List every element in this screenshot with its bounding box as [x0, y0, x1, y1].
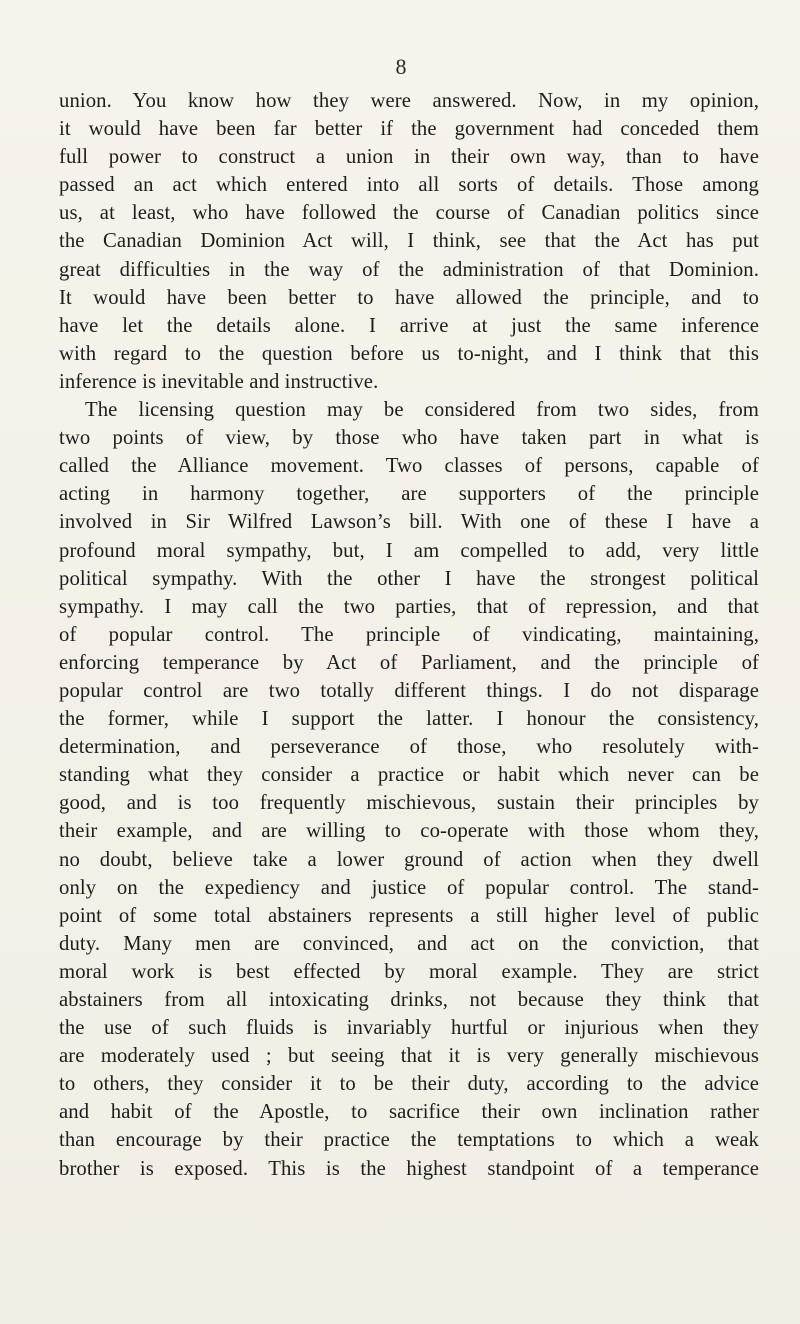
text-line: brother is exposed. This is the highest standpoint of a temperance [59, 1157, 759, 1180]
text-line: good, and is too frequently mischievous, sustain their principles by [59, 792, 759, 815]
text-line: it would have been far better if the government had conceded them [59, 118, 759, 141]
text-line: moral work is best effected by moral example. They are strict [59, 960, 759, 983]
text-line: two points of view, by those who have taken part in what is [59, 427, 759, 450]
text-line: no doubt, believe take a lower ground of action when they dwell [59, 848, 759, 871]
text-line: determination, and perseverance of those, who resolutely with- [59, 736, 759, 759]
page-number: 8 [395, 54, 407, 79]
text-line: and habit of the Apostle, to sacrifice their own inclination rather [59, 1101, 759, 1124]
text-line: the former, while I support the latter. I honour the consistency, [59, 708, 759, 731]
text-line: with regard to the question before us to-night, and I think that this [59, 342, 759, 365]
text-line: full power to construct a union in their own way, than to have [59, 146, 759, 169]
text-line: political sympathy. With the other I have the strongest political [59, 567, 759, 590]
text-line: are moderately used ; but seeing that it is very generally mischievous [59, 1045, 759, 1068]
text-line: acting in harmony together, are supporters of the principle [59, 483, 759, 506]
text-line: enforcing temperance by Act of Parliament, and the principle of [59, 651, 759, 674]
text-line: union. You know how they were answered. Now, in my opinion, [59, 90, 759, 112]
text-line: than encourage by their practice the temptations to which a weak [59, 1129, 759, 1152]
paragraph-start-line: The licensing question may be considered from two sides, from [85, 399, 759, 422]
text-line: the Canadian Dominion Act will, I think, see that the Act has put [59, 230, 759, 253]
text-line: only on the expediency and justice of popular control. The stand- [59, 876, 759, 899]
text-line: the use of such fluids is invariably hurtful or injurious when they [59, 1017, 759, 1040]
text-line: have let the details alone. I arrive at just the same inference [59, 314, 759, 337]
text-line: sympathy. I may call the two parties, that of repression, and that [59, 595, 759, 618]
text-line: standing what they consider a practice or habit which never can be [59, 764, 759, 787]
text-line: abstainers from all intoxicating drinks, not because they think that [59, 989, 759, 1011]
text-line: of popular control. The principle of vindicating, maintaining, [59, 623, 759, 646]
text-line: passed an act which entered into all sorts of details. Those among [59, 174, 759, 197]
text-line: duty. Many men are convinced, and act on the conviction, that [59, 932, 759, 955]
text-line: It would have been better to have allowed the principle, and to [59, 286, 759, 309]
paragraph-end-line: inference is inevitable and instructive. [59, 370, 379, 393]
text-line: their example, and are willing to co-operate with those whom they, [59, 820, 759, 843]
text-line: involved in Sir Wilfred Lawson’s bill. With one of these I have a [59, 511, 759, 534]
body-text [59, 87, 759, 1183]
text-line: us, at least, who have followed the course of Canadian politics since [59, 202, 759, 225]
text-line: popular control are two totally different things. I do not disparage [59, 679, 759, 702]
text-line: to others, they consider it to be their duty, according to the advice [59, 1073, 759, 1096]
text-line: great difficulties in the way of the administration of that Dominion. [59, 258, 759, 281]
text-line: profound moral sympathy, but, I am compelled to add, very little [59, 539, 759, 562]
text-line: point of some total abstainers represents a still higher level of public [59, 904, 759, 927]
text-line: called the Alliance movement. Two classes of persons, capable of [59, 455, 759, 478]
